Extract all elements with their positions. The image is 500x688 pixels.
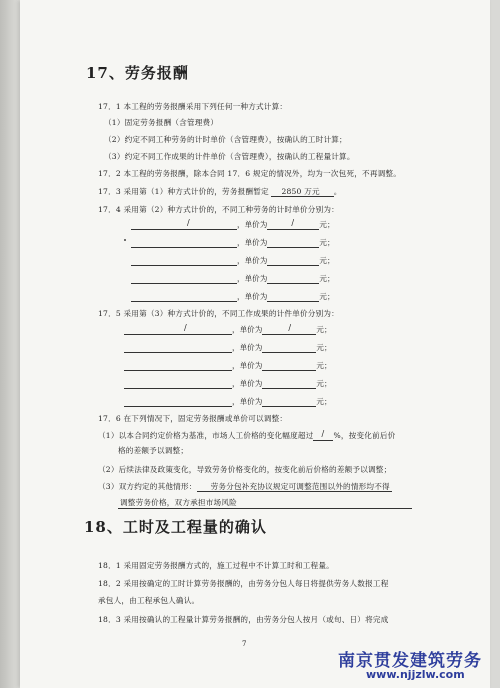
yuan-label: 元 <box>316 379 324 388</box>
clause-17-2: 17．2 本工程的劳务报酬，除本合同 17．6 规定的情况外，均为一次包死，不再调整。 <box>98 169 402 178</box>
hourly-rate-row <box>131 255 335 266</box>
watermark-name: 南京贯发建筑劳务 <box>338 651 482 671</box>
hourly-rate-row <box>131 291 335 302</box>
piece-rate-row <box>124 360 332 371</box>
row-comma: ， <box>237 220 245 229</box>
slash-mark: / <box>187 218 190 227</box>
row-semicolon: ； <box>323 379 332 388</box>
row-comma: ， <box>232 343 240 352</box>
clause-17-6-item-3-label: （3）双方约定的其他情形： <box>98 482 197 491</box>
clause-17-6-item-2: （2）后续法律及政策变化，导致劳务价格变化的，按变化前后价格的差额予以调整； <box>98 465 392 474</box>
clause-17-6: 17．6 在下列情况下，固定劳务报酬或单价可以调整： <box>98 414 288 423</box>
clause-17-3-amount: 2850 万元 <box>271 187 333 197</box>
watermark-url: www.njjzlw.com <box>366 668 465 681</box>
unit-price-label: 单价为 <box>244 220 268 229</box>
row-semicolon: ； <box>326 238 335 247</box>
row-comma: ， <box>237 292 245 301</box>
section-17-title: 17、劳务报酬 <box>86 64 189 82</box>
hourly-rate-row <box>131 219 335 230</box>
unit-price-label: 单价为 <box>244 238 268 247</box>
clause-17-6-item-1 <box>98 430 395 441</box>
clause-17-1-option-1: （1）固定劳务报酬（含管理费） <box>104 118 219 127</box>
row-semicolon: ； <box>326 274 335 283</box>
slash-mark: / <box>288 323 292 332</box>
unit-price-label: 单价为 <box>244 292 268 301</box>
clause-17-1-option-2: （2）约定不同工种劳务的计时单价（含管理费），按确认的工时计算； <box>104 135 347 144</box>
row-comma: ， <box>237 256 245 265</box>
page-edge-shadow <box>0 0 22 688</box>
row-comma: ， <box>237 274 245 283</box>
clause-17-6-item-1-text-end: %，按变化前后价 <box>333 431 396 440</box>
clause-18-3: 18．3 采用按确认的工程量计算劳务报酬的，由劳务分包人按月（或旬、日）将完成 <box>98 615 389 624</box>
slash-mark: / <box>291 218 295 227</box>
clause-17-6-item-3-value-2: 调整劳务价格，双方承担市场风险 <box>118 497 412 509</box>
unit-price-label: 单价为 <box>239 379 263 388</box>
clause-17-5: 17．5 采用第（3）种方式计价的，不同工作成果的计件单价分别为： <box>98 309 339 318</box>
section-18-title: 18、工时及工程量的确认 <box>84 518 267 536</box>
piece-rate-row <box>124 396 332 407</box>
yuan-label: 元 <box>316 343 324 352</box>
stray-mark <box>124 239 126 241</box>
row-comma: ， <box>237 238 245 247</box>
row-semicolon: ； <box>323 343 332 352</box>
row-semicolon: ； <box>326 256 335 265</box>
row-semicolon: ； <box>323 361 332 370</box>
row-semicolon: ； <box>326 292 335 301</box>
clause-17-3-text: 17．3 采用第（1）种方式计价的，劳务报酬暂定 <box>98 187 269 196</box>
clause-17-6-item-3-value-1: 劳务分包补充协议规定可调整范围以外的情形均不得 <box>197 482 392 492</box>
yuan-label: 元 <box>319 220 327 229</box>
clause-17-1: 17．1 本工程的劳务报酬采用下列任何一种方式计算： <box>98 102 288 111</box>
piece-rate-row <box>124 342 332 353</box>
slash-mark: / <box>321 429 325 438</box>
hourly-rate-row <box>131 273 335 284</box>
clause-17-4: 17．4 采用第（2）种方式计价的，不同工种劳务的计时单价分别为： <box>98 205 339 214</box>
yuan-label: 元 <box>316 397 324 406</box>
piece-rate-row <box>124 324 332 335</box>
clause-18-2-cont: 承包人，由工程承包人确认。 <box>98 596 200 605</box>
yuan-label: 元 <box>316 361 324 370</box>
row-comma: ， <box>232 379 240 388</box>
clause-17-6-item-1-cont: 格的差额予以调整； <box>118 446 189 455</box>
row-comma: ， <box>232 325 240 334</box>
row-comma: ， <box>232 397 240 406</box>
yuan-label: 元 <box>319 292 327 301</box>
unit-price-label: 单价为 <box>239 361 263 370</box>
yuan-label: 元 <box>319 238 327 247</box>
unit-price-label: 单价为 <box>244 274 268 283</box>
unit-price-label: 单价为 <box>239 343 263 352</box>
clause-17-6-item-3 <box>98 481 392 492</box>
row-comma: ， <box>232 361 240 370</box>
clause-17-1-option-3: （3）约定不同工作成果的计件单价（含管理费），按确认的工程量计算。 <box>104 152 355 161</box>
unit-price-label: 单价为 <box>244 256 268 265</box>
hourly-rate-row <box>131 237 335 248</box>
unit-price-label: 单价为 <box>239 325 263 334</box>
clause-17-3-period: 。 <box>333 187 342 196</box>
yuan-label: 元 <box>316 325 324 334</box>
yuan-label: 元 <box>319 274 327 283</box>
row-semicolon: ； <box>326 220 335 229</box>
piece-rate-row <box>124 378 332 389</box>
row-semicolon: ； <box>323 397 332 406</box>
slash-mark: / <box>184 323 187 332</box>
yuan-label: 元 <box>319 256 327 265</box>
clause-17-3 <box>98 186 342 197</box>
clause-18-2: 18．2 采用按确定的工时计算劳务报酬的，由劳务分包人每日将提供劳务人数报工程 <box>98 579 389 588</box>
clause-18-1: 18．1 采用固定劳务报酬方式的，施工过程中不计算工时和工程量。 <box>98 561 334 570</box>
clause-17-6-item-1-text: （1）以本合同约定价格为基准，市场人工价格的变化幅度超过 <box>98 431 314 440</box>
row-semicolon: ； <box>323 325 332 334</box>
unit-price-label: 单价为 <box>239 397 263 406</box>
page-number: 7 <box>242 640 247 648</box>
clause-17-6-item-3-cont <box>118 497 412 509</box>
